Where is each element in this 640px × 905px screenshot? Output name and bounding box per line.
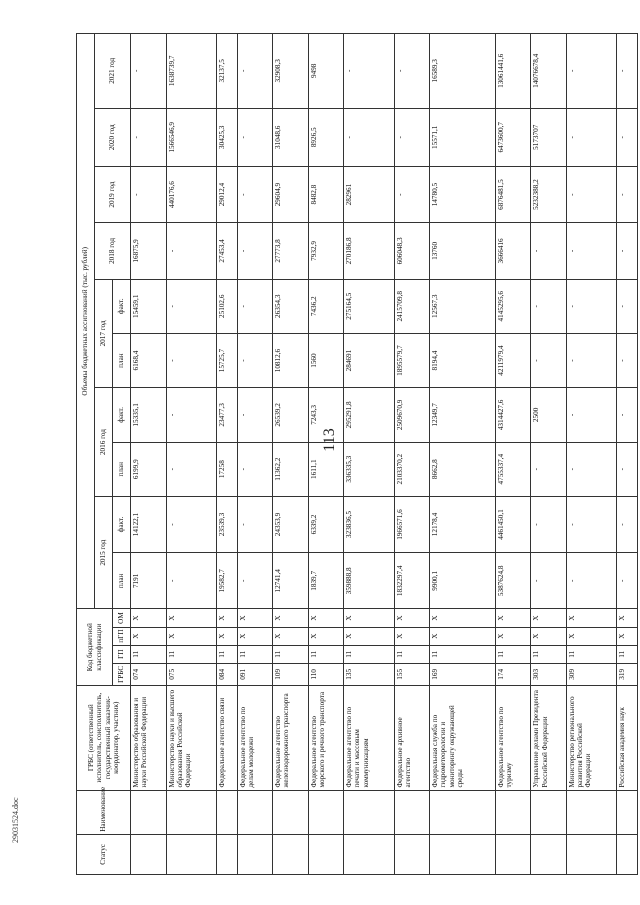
- header-fact-2015: факт.: [113, 496, 131, 552]
- cell-2021: -: [237, 34, 273, 109]
- cell-plan-2017: -: [566, 333, 617, 387]
- cell-plan-2016: -: [237, 442, 273, 496]
- cell-status: [217, 834, 237, 874]
- cell-code-gp: 11: [131, 645, 167, 663]
- header-fact-2017: факт.: [113, 279, 131, 333]
- cell-status: [531, 834, 567, 874]
- table-row: [394, 34, 430, 875]
- header-year-2017: 2017 год: [95, 279, 113, 388]
- table-row: [166, 34, 217, 875]
- cell-plan-2017: 1895579,7: [394, 333, 430, 387]
- table-row: [495, 34, 531, 875]
- cell-code-pgp: X: [237, 627, 273, 645]
- header-code-pgp: пГП: [113, 627, 131, 645]
- cell-code-gp: 11: [394, 645, 430, 663]
- cell-plan-2015: -: [237, 553, 273, 609]
- header-year-2015: 2015 год: [95, 496, 113, 609]
- cell-plan-2016: 4755337,4: [495, 442, 531, 496]
- cell-2020: 31048,6: [273, 108, 309, 166]
- cell-code-grbs: 110: [308, 663, 344, 685]
- cell-plan-2016: 11362,2: [273, 442, 309, 496]
- cell-code-om: X: [166, 609, 217, 627]
- cell-2018: -: [237, 223, 273, 279]
- cell-plan-2015: 19582,7: [217, 553, 237, 609]
- cell-2021: 1638739,7: [166, 34, 217, 109]
- cell-code-grbs: 155: [394, 663, 430, 685]
- cell-2019: -: [617, 166, 638, 222]
- cell-2020: -: [237, 108, 273, 166]
- cell-2018: 606048,3: [394, 223, 430, 279]
- cell-fact-2015: -: [166, 496, 217, 552]
- cell-plan-2015: 7191: [131, 553, 167, 609]
- cell-plan-2016: 1611,1: [308, 442, 344, 496]
- cell-code-grbs: 109: [273, 663, 309, 685]
- cell-fact-2016: 12349,7: [430, 388, 496, 442]
- cell-2020: -: [131, 108, 167, 166]
- table-row: [566, 34, 617, 875]
- cell-status: [566, 834, 617, 874]
- cell-status: [131, 834, 167, 874]
- header-name: Наименование: [77, 790, 131, 834]
- header-year-2020: 2020 год: [95, 108, 131, 166]
- cell-fact-2017: 15459,1: [131, 279, 167, 333]
- cell-fact-2017: -: [617, 279, 638, 333]
- cell-name: [430, 790, 496, 834]
- cell-2019: -: [394, 166, 430, 222]
- cell-code-gp: 11: [430, 645, 496, 663]
- header-plan-2015: план: [113, 553, 131, 609]
- cell-fact-2017: 275164,5: [344, 279, 395, 333]
- cell-code-grbs: 075: [166, 663, 217, 685]
- cell-fact-2016: -: [237, 388, 273, 442]
- cell-grbs-name: Министерство науки и высшего образования Российской Федерации: [166, 685, 217, 790]
- cell-name: [166, 790, 217, 834]
- cell-code-gp: 11: [531, 645, 567, 663]
- cell-status: [308, 834, 344, 874]
- cell-fact-2015: 12178,4: [430, 496, 496, 552]
- cell-plan-2017: 4211979,4: [495, 333, 531, 387]
- cell-code-om: X: [308, 609, 344, 627]
- cell-name: [344, 790, 395, 834]
- table-row: [617, 34, 638, 875]
- cell-2021: 13061441,6: [495, 34, 531, 109]
- cell-plan-2016: -: [566, 442, 617, 496]
- cell-plan-2016: 17258: [217, 442, 237, 496]
- cell-code-grbs: 074: [131, 663, 167, 685]
- cell-plan-2015: -: [531, 553, 567, 609]
- cell-fact-2016: 23477,3: [217, 388, 237, 442]
- cell-code-gp: 11: [617, 645, 638, 663]
- header-budget-code: Код бюджетной классификации: [77, 609, 113, 685]
- cell-code-pgp: X: [566, 627, 617, 645]
- cell-code-om: X: [531, 609, 567, 627]
- header-code-grbs: ГРБС: [113, 663, 131, 685]
- table-body: [131, 34, 638, 875]
- cell-code-gp: 11: [273, 645, 309, 663]
- cell-2018: 16875,9: [131, 223, 167, 279]
- table-row: [217, 34, 237, 875]
- cell-grbs-name: Российская академия наук: [617, 685, 638, 790]
- cell-name: [566, 790, 617, 834]
- cell-grbs-name: Федеральное агентство морского и речного транспорта: [308, 685, 344, 790]
- cell-status: [430, 834, 496, 874]
- cell-code-gp: 11: [217, 645, 237, 663]
- cell-2020: -: [617, 108, 638, 166]
- cell-name: [394, 790, 430, 834]
- cell-plan-2017: -: [531, 333, 567, 387]
- cell-grbs-name: Федеральное агентство железнодорожного транспорта: [273, 685, 309, 790]
- cell-2019: 282961: [344, 166, 395, 222]
- cell-status: [617, 834, 638, 874]
- cell-plan-2017: 284691: [344, 333, 395, 387]
- cell-fact-2016: -: [617, 388, 638, 442]
- cell-fact-2015: -: [566, 496, 617, 552]
- header-plan-2017: план: [113, 333, 131, 387]
- cell-2021: -: [394, 34, 430, 109]
- cell-2018: -: [531, 223, 567, 279]
- cell-code-om: X: [566, 609, 617, 627]
- cell-fact-2015: 323836,5: [344, 496, 395, 552]
- cell-code-om: X: [430, 609, 496, 627]
- cell-name: [617, 790, 638, 834]
- cell-plan-2017: 6168,4: [131, 333, 167, 387]
- cell-code-pgp: X: [495, 627, 531, 645]
- page-number: 113: [321, 428, 338, 452]
- cell-2020: 30425,3: [217, 108, 237, 166]
- cell-2019: 440176,6: [166, 166, 217, 222]
- cell-2020: 8926,5: [308, 108, 344, 166]
- cell-2018: 27773,8: [273, 223, 309, 279]
- cell-plan-2015: 5387624,8: [495, 553, 531, 609]
- cell-2021: 14076678,4: [531, 34, 567, 109]
- cell-2018: 27453,4: [217, 223, 237, 279]
- cell-plan-2017: 1560: [308, 333, 344, 387]
- cell-code-gp: 11: [166, 645, 217, 663]
- cell-grbs-name: Федеральное агентство по делам молодежи: [237, 685, 273, 790]
- cell-fact-2016: 7243,3: [308, 388, 344, 442]
- cell-fact-2017: -: [566, 279, 617, 333]
- cell-2021: 32137,5: [217, 34, 237, 109]
- cell-plan-2017: -: [166, 333, 217, 387]
- cell-2021: -: [131, 34, 167, 109]
- table-row: [237, 34, 273, 875]
- cell-code-om: X: [217, 609, 237, 627]
- header-status: Статус: [77, 834, 131, 874]
- cell-status: [166, 834, 217, 874]
- cell-name: [131, 790, 167, 834]
- cell-plan-2016: 6199,9: [131, 442, 167, 496]
- cell-code-grbs: 135: [344, 663, 395, 685]
- cell-code-om: X: [617, 609, 638, 627]
- cell-code-om: X: [273, 609, 309, 627]
- cell-code-om: X: [131, 609, 167, 627]
- cell-2019: 5232388,2: [531, 166, 567, 222]
- cell-2018: -: [166, 223, 217, 279]
- header-plan-2016: план: [113, 442, 131, 496]
- cell-code-pgp: X: [131, 627, 167, 645]
- cell-plan-2015: -: [166, 553, 217, 609]
- cell-2021: 32908,3: [273, 34, 309, 109]
- table-row: [308, 34, 344, 875]
- budget-table: [76, 33, 638, 875]
- cell-status: [273, 834, 309, 874]
- cell-fact-2017: 26354,3: [273, 279, 309, 333]
- cell-code-om: X: [237, 609, 273, 627]
- cell-2020: 6473600,7: [495, 108, 531, 166]
- cell-plan-2015: 12741,4: [273, 553, 309, 609]
- table-row: [430, 34, 496, 875]
- cell-code-pgp: X: [617, 627, 638, 645]
- cell-status: [237, 834, 273, 874]
- cell-code-pgp: X: [308, 627, 344, 645]
- cell-2018: -: [566, 223, 617, 279]
- cell-code-grbs: 091: [237, 663, 273, 685]
- cell-plan-2015: 359888,8: [344, 553, 395, 609]
- cell-fact-2016: 26539,2: [273, 388, 309, 442]
- header-year-2016: 2016 год: [95, 388, 113, 497]
- cell-2021: -: [617, 34, 638, 109]
- cell-grbs-name: Управление делами Президента Российской Федерации: [531, 685, 567, 790]
- table-row: [344, 34, 395, 875]
- cell-grbs-name: Федеральное архивное агентство: [394, 685, 430, 790]
- cell-2020: 15571,1: [430, 108, 496, 166]
- cell-code-pgp: X: [273, 627, 309, 645]
- cell-code-grbs: 319: [617, 663, 638, 685]
- cell-code-pgp: X: [344, 627, 395, 645]
- cell-fact-2016: 15335,1: [131, 388, 167, 442]
- cell-fact-2015: -: [617, 496, 638, 552]
- cell-fact-2015: 4461450,1: [495, 496, 531, 552]
- cell-plan-2017: 10812,6: [273, 333, 309, 387]
- cell-fact-2017: -: [166, 279, 217, 333]
- cell-code-pgp: X: [430, 627, 496, 645]
- cell-fact-2016: 2509670,9: [394, 388, 430, 442]
- header-code-gp: ГП: [113, 645, 131, 663]
- document-id: 29031524.doc: [11, 797, 20, 843]
- cell-fact-2015: -: [531, 496, 567, 552]
- cell-plan-2015: 1832297,4: [394, 553, 430, 609]
- cell-plan-2017: -: [617, 333, 638, 387]
- cell-code-gp: 11: [344, 645, 395, 663]
- cell-name: [495, 790, 531, 834]
- cell-code-grbs: 309: [566, 663, 617, 685]
- cell-code-gp: 11: [566, 645, 617, 663]
- cell-fact-2015: 24353,9: [273, 496, 309, 552]
- cell-grbs-name: Федеральное агентство по туризму: [495, 685, 531, 790]
- cell-fact-2016: -: [166, 388, 217, 442]
- cell-fact-2015: 6339,2: [308, 496, 344, 552]
- header-code-om: ОМ: [113, 609, 131, 627]
- cell-fact-2016: 2500: [531, 388, 567, 442]
- cell-2019: 29604,9: [273, 166, 309, 222]
- cell-2019: 14780,5: [430, 166, 496, 222]
- cell-name: [531, 790, 567, 834]
- cell-fact-2015: -: [237, 496, 273, 552]
- cell-plan-2015: 9900,1: [430, 553, 496, 609]
- cell-2021: 16589,3: [430, 34, 496, 109]
- cell-plan-2016: -: [617, 442, 638, 496]
- cell-grbs-name: Федеральная служба по гидрометеорологии и мониторингу окружающей среды: [430, 685, 496, 790]
- cell-grbs-name: Министерство образования и науки Российской Федерации: [131, 685, 167, 790]
- cell-2021: 9498: [308, 34, 344, 109]
- cell-2019: 8482,8: [308, 166, 344, 222]
- cell-fact-2016: 4314427,6: [495, 388, 531, 442]
- cell-code-pgp: X: [217, 627, 237, 645]
- header-grbs: ГРБС (ответственный исполнитель, соисполнитель, государственный заказчик-координатор, участник): [77, 685, 131, 790]
- cell-plan-2016: 2103370,2: [394, 442, 430, 496]
- cell-plan-2017: -: [237, 333, 273, 387]
- cell-status: [344, 834, 395, 874]
- cell-fact-2017: -: [531, 279, 567, 333]
- cell-fact-2017: 7436,2: [308, 279, 344, 333]
- header-year-2019: 2019 год: [95, 166, 131, 222]
- cell-2018: 7932,9: [308, 223, 344, 279]
- cell-plan-2016: -: [531, 442, 567, 496]
- cell-fact-2017: 4145295,6: [495, 279, 531, 333]
- cell-2019: 6876481,5: [495, 166, 531, 222]
- cell-code-pgp: X: [166, 627, 217, 645]
- cell-code-pgp: X: [531, 627, 567, 645]
- cell-name: [308, 790, 344, 834]
- cell-2020: -: [566, 108, 617, 166]
- cell-plan-2015: -: [566, 553, 617, 609]
- cell-grbs-name: Министерство регионального развития Российской Федерации: [566, 685, 617, 790]
- cell-plan-2016: 8662,8: [430, 442, 496, 496]
- rotated-table-wrapper: [76, 33, 627, 875]
- cell-code-grbs: 084: [217, 663, 237, 685]
- cell-code-pgp: X: [394, 627, 430, 645]
- cell-name: [237, 790, 273, 834]
- cell-plan-2015: -: [617, 553, 638, 609]
- header-year-2021: 2021 год: [95, 34, 131, 109]
- table-row: [531, 34, 567, 875]
- header-volumes: Объемы бюджетных ассигнований (тыс. рублей): [77, 34, 95, 610]
- cell-plan-2015: 1839,7: [308, 553, 344, 609]
- cell-2021: -: [344, 34, 395, 109]
- cell-2018: 3666416: [495, 223, 531, 279]
- cell-2021: -: [566, 34, 617, 109]
- cell-2019: -: [131, 166, 167, 222]
- cell-plan-2016: -: [166, 442, 217, 496]
- cell-2018: -: [617, 223, 638, 279]
- header-fact-2016: факт.: [113, 388, 131, 442]
- cell-code-om: X: [495, 609, 531, 627]
- cell-plan-2017: 15725,7: [217, 333, 237, 387]
- cell-2020: 5173707: [531, 108, 567, 166]
- cell-grbs-name: Федеральное агентство связи: [217, 685, 237, 790]
- cell-code-gp: 11: [495, 645, 531, 663]
- cell-code-grbs: 169: [430, 663, 496, 685]
- cell-2020: 1566546,9: [166, 108, 217, 166]
- cell-2018: 13760: [430, 223, 496, 279]
- cell-2020: -: [394, 108, 430, 166]
- cell-name: [273, 790, 309, 834]
- table-row: [131, 34, 167, 875]
- cell-fact-2017: -: [237, 279, 273, 333]
- cell-status: [394, 834, 430, 874]
- cell-plan-2017: 8194,4: [430, 333, 496, 387]
- cell-2018: 270186,8: [344, 223, 395, 279]
- cell-code-gp: 11: [308, 645, 344, 663]
- cell-grbs-name: Федеральное агентство по печати и массовым коммуникациям: [344, 685, 395, 790]
- cell-name: [217, 790, 237, 834]
- cell-fact-2016: 295291,8: [344, 388, 395, 442]
- header-year-2018: 2018 год: [95, 223, 131, 279]
- cell-fact-2015: 23539,3: [217, 496, 237, 552]
- table-row: [273, 34, 309, 875]
- cell-fact-2017: 2415709,8: [394, 279, 430, 333]
- cell-2020: -: [344, 108, 395, 166]
- cell-fact-2017: 12567,3: [430, 279, 496, 333]
- cell-code-gp: 11: [237, 645, 273, 663]
- cell-2019: 29012,4: [217, 166, 237, 222]
- cell-fact-2017: 25102,6: [217, 279, 237, 333]
- cell-fact-2015: 14122,1: [131, 496, 167, 552]
- cell-2019: -: [237, 166, 273, 222]
- cell-status: [495, 834, 531, 874]
- cell-plan-2016: 336335,3: [344, 442, 395, 496]
- cell-fact-2015: 1966571,6: [394, 496, 430, 552]
- cell-2019: -: [566, 166, 617, 222]
- cell-code-grbs: 303: [531, 663, 567, 685]
- cell-code-om: X: [344, 609, 395, 627]
- table-stage: [76, 33, 627, 875]
- cell-code-grbs: 174: [495, 663, 531, 685]
- cell-code-om: X: [394, 609, 430, 627]
- cell-fact-2016: -: [566, 388, 617, 442]
